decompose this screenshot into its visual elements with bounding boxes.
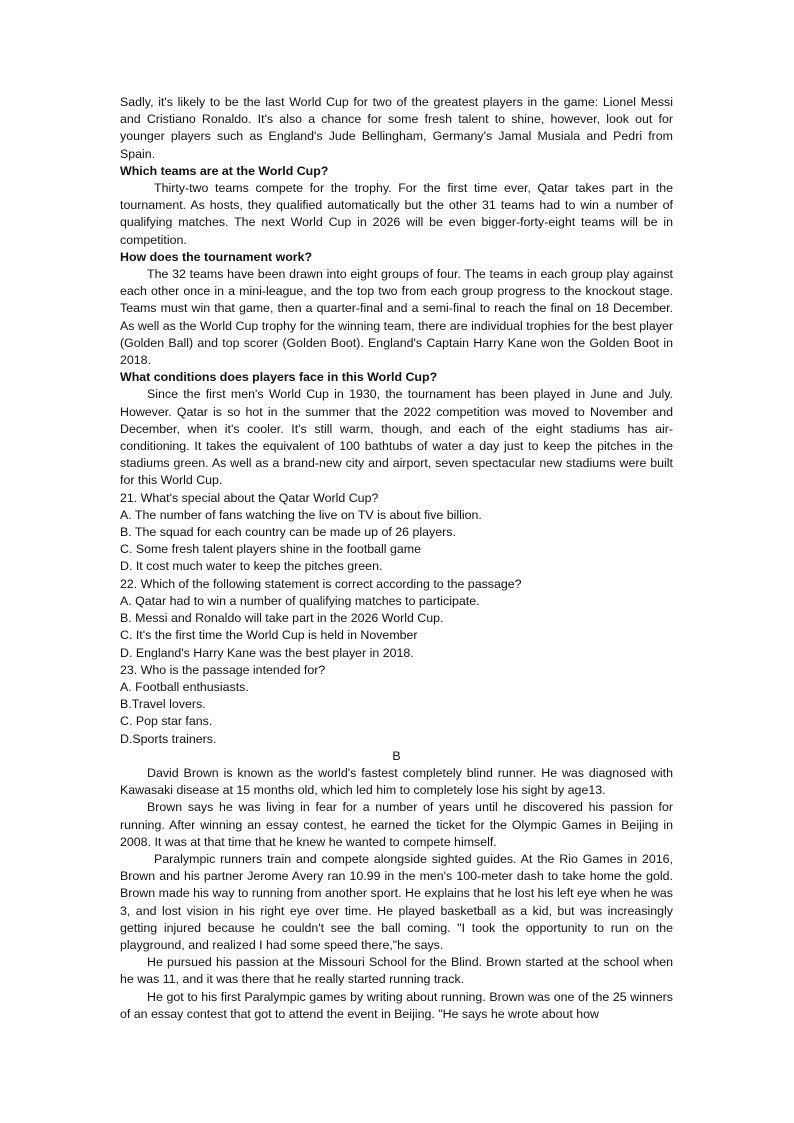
section-body-teams: Thirty-two teams compete for the trophy. For the first time ever, Qatar takes part in the tournament. As hosts, they qualified automatically but the other 31 teams had to win a number of qualifying matches. The next World Cup in 2026 will be even bigger-forty-eight teams will be in competition. xyxy=(120,181,673,247)
section-heading-tournament: How does the tournament work? xyxy=(120,249,313,264)
question-stem: 23. Who is the passage intended for? xyxy=(120,662,326,677)
section-heading-conditions: What conditions does players face in this World Cup? xyxy=(120,370,438,385)
passage-b-paragraph: He got to his first Paralympic games by writing about running. Brown was one of the 25 winners of an essay contest that got to attend the event in Beijing. "He says he wrote about how xyxy=(120,989,673,1021)
question-option: B. The squad for each country can be made up of 26 players. xyxy=(120,525,456,540)
question-option: C. Some fresh talent players shine in the football game xyxy=(120,542,421,557)
section-body-tournament: The 32 teams have been drawn into eight groups of four. The teams in each group play against each other once in a mini-league, and the top two from each group progress to the knockout stage. Teams must win that game, then a quarter-final and a semi-final to reach the final on 18 December. As well as the World Cup trophy for the winning team, there are individual trophies for the best player (Golden Ball) and top scorer (Golden Boot). England's Captain Harry Kane won the Golden Boot in 2018. xyxy=(120,267,673,368)
question-option: A. The number of fans watching the live on TV is about five billion. xyxy=(120,507,482,522)
section-body-conditions: Since the first men's World Cup in 1930, the tournament has been played in June and July. However. Qatar is so hot in the summer that the 2022 competition was moved to November and December, when it's cooler. It's still warm, though, and each of the eight stadiums has air-conditioning. It takes the equivalent of 100 bathtubs of water a day just to keep the pitches in the stadiums green. As well as a brand-new city and airport, seven spectacular new stadiums were built for this World Cup. xyxy=(120,387,673,488)
passage-b-paragraph: Paralympic runners train and compete alongside sighted guides. At the Rio Games in 2016, Brown and his partner Jerome Avery ran 10.99 in the men's 100-meter dash to take home the gold. Brown made his way to running from another sport. He explains that he lost his left eye when he was 3, and lost vision in his right eye over time. He played basketball as a kid, but was increasingly getting injured because he couldn't see the ball coming. "I took the opportunity to run on the playground, and realized I had some speed there,"he says. xyxy=(120,851,673,952)
question-option: D. England's Harry Kane was the best player in 2018. xyxy=(120,645,414,660)
passage-b-paragraph: Brown says he was living in fear for a number of years until he discovered his passion for running. After winning an essay contest, he earned the ticket for the Olympic Games in Beijing in 2008. It was at that time that he knew he wanted to compete himself. xyxy=(120,800,673,849)
intro-paragraph: Sadly, it's likely to be the last World Cup for two of the greatest players in the game: Lionel Messi and Cristiano Ronaldo. It's also a chance for some fresh talent to shine, however, look out for younger players such as England's Jude Bellingham, Germany's Jamal Musiala and Pedri from Spain. xyxy=(120,95,673,161)
question-stem: 21. What's special about the Qatar World Cup? xyxy=(120,490,379,505)
question-option: B. Messi and Ronaldo will take part in the 2026 World Cup. xyxy=(120,611,444,626)
section-heading-teams: Which teams are at the World Cup? xyxy=(120,163,329,178)
passage-b-label: B xyxy=(392,748,401,763)
question-stem: 22. Which of the following statement is correct according to the passage? xyxy=(120,576,522,591)
passage-b-paragraph: David Brown is known as the world's fastest completely blind runner. He was diagnosed with Kawasaki disease at 15 months old, which led him to completely lose his sight by age13. xyxy=(120,765,673,798)
question-option: D. It cost much water to keep the pitches green. xyxy=(120,559,383,574)
question-option: D.Sports trainers. xyxy=(120,731,217,746)
question-option: A. Qatar had to win a number of qualifying matches to participate. xyxy=(120,593,480,608)
passage-b-paragraph: He pursued his passion at the Missouri School for the Blind. Brown started at the school when he was 11, and it was there that he really started running track. xyxy=(120,955,673,987)
question-option: C. Pop star fans. xyxy=(120,714,213,729)
document-page xyxy=(120,94,673,1023)
question-option: A. Football enthusiasts. xyxy=(120,679,249,694)
question-option: B.Travel lovers. xyxy=(120,697,206,712)
question-option: C. It's the first time the World Cup is held in November xyxy=(120,628,418,643)
